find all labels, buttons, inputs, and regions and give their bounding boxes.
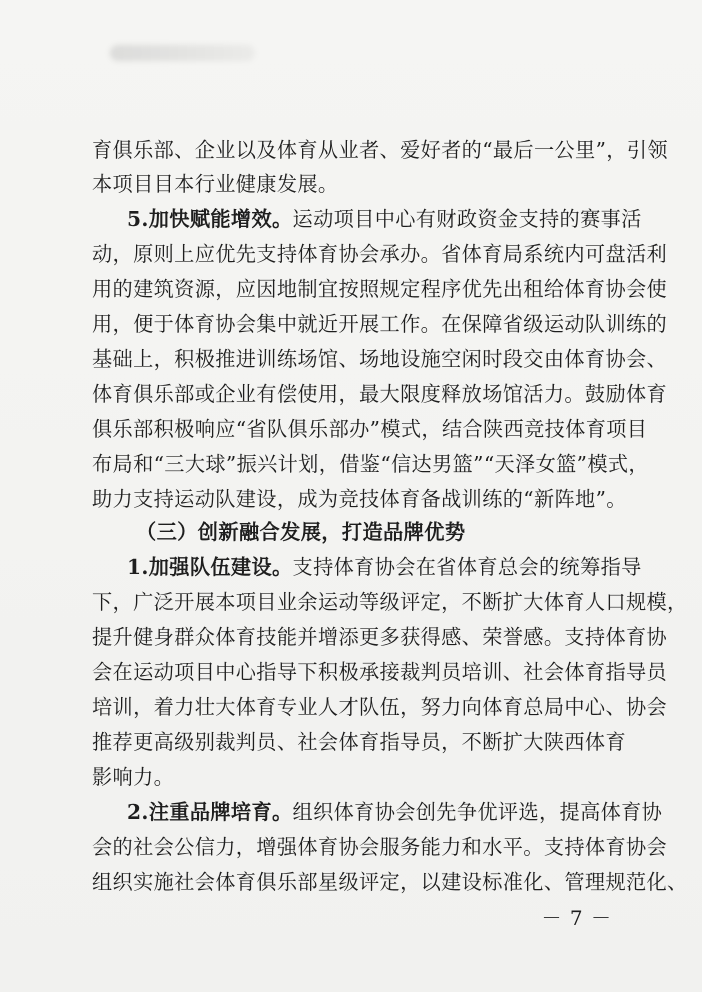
section-title-2: 2.注重品牌培育。 xyxy=(127,800,293,824)
body-line-4: 动，原则上应优先支持体育协会承办。省体育局系统内可盘活利 xyxy=(92,242,668,266)
body-line-18: 影响力。 xyxy=(92,765,175,789)
paragraph-2-first-line xyxy=(127,800,663,824)
body-line-15: 会在运动项目中心指导下积极承接裁判员培训、社会体育指导员 xyxy=(92,660,668,684)
body-line-17: 推荐更高级别裁判员、社会体育指导员，不断扩大陕西体育 xyxy=(92,730,626,754)
section-title-1: 1.加强队伍建设。 xyxy=(127,555,293,579)
section-heading-three: （三）创新融合发展，打造品牌优势 xyxy=(136,520,466,544)
section-title-5: 5.加快赋能增效。 xyxy=(127,207,293,231)
body-line-19: 组织体育协会创先争优评选，提高体育协 xyxy=(292,800,663,824)
body-line-7: 基础上，积极推进训练场馆、场地设施空闲时段交由体育协会、 xyxy=(92,347,668,371)
page-number: － 7 － xyxy=(541,906,612,930)
paragraph-1-first-line xyxy=(127,555,642,579)
body-line-13: 下，广泛开展本项目业余运动等级评定，不断扩大体育人口规模， xyxy=(92,590,688,614)
body-line-5: 用的建筑资源，应因地制宜按照规定程序优先出租给体育协会使 xyxy=(92,277,668,301)
body-line-6: 用，便于体育协会集中就近开展工作。在保障省级运动队训练的 xyxy=(92,312,668,336)
paragraph-5-first-line xyxy=(127,207,642,231)
body-line-11: 助力支持运动队建设，成为竞技体育备战训练的“新阵地”。 xyxy=(92,487,627,511)
body-line-10: 布局和“三大球”振兴计划，借鉴“信达男篮”“天泽女篮”模式， xyxy=(92,452,649,476)
body-line-3: 运动项目中心有财政资金支持的赛事活 xyxy=(292,207,642,231)
body-line-2: 本项目目本行业健康发展。 xyxy=(92,172,339,196)
body-line-20: 会的社会公信力，增强体育协会服务能力和水平。支持体育协会 xyxy=(92,835,668,859)
body-line-1: 育俱乐部、企业以及体育从业者、爱好者的“最后一公里”，引领 xyxy=(92,138,668,162)
body-line-21: 组织实施社会体育俱乐部星级评定，以建设标准化、管理规范化、 xyxy=(92,870,688,894)
body-line-8: 体育俱乐部或企业有偿使用，最大限度释放场馆活力。鼓励体育 xyxy=(92,382,668,406)
body-line-14: 提升健身群众体育技能并增添更多获得感、荣誉感。支持体育协 xyxy=(92,625,668,649)
body-line-9: 俱乐部积极响应“省队俱乐部办”模式，结合陕西竞技体育项目 xyxy=(92,417,648,441)
scan-smudge xyxy=(110,45,255,61)
body-line-12: 支持体育协会在省体育总会的统筹指导 xyxy=(292,555,642,579)
body-line-16: 培训，着力壮大体育专业人才队伍，努力向体育总局中心、协会 xyxy=(92,695,668,719)
